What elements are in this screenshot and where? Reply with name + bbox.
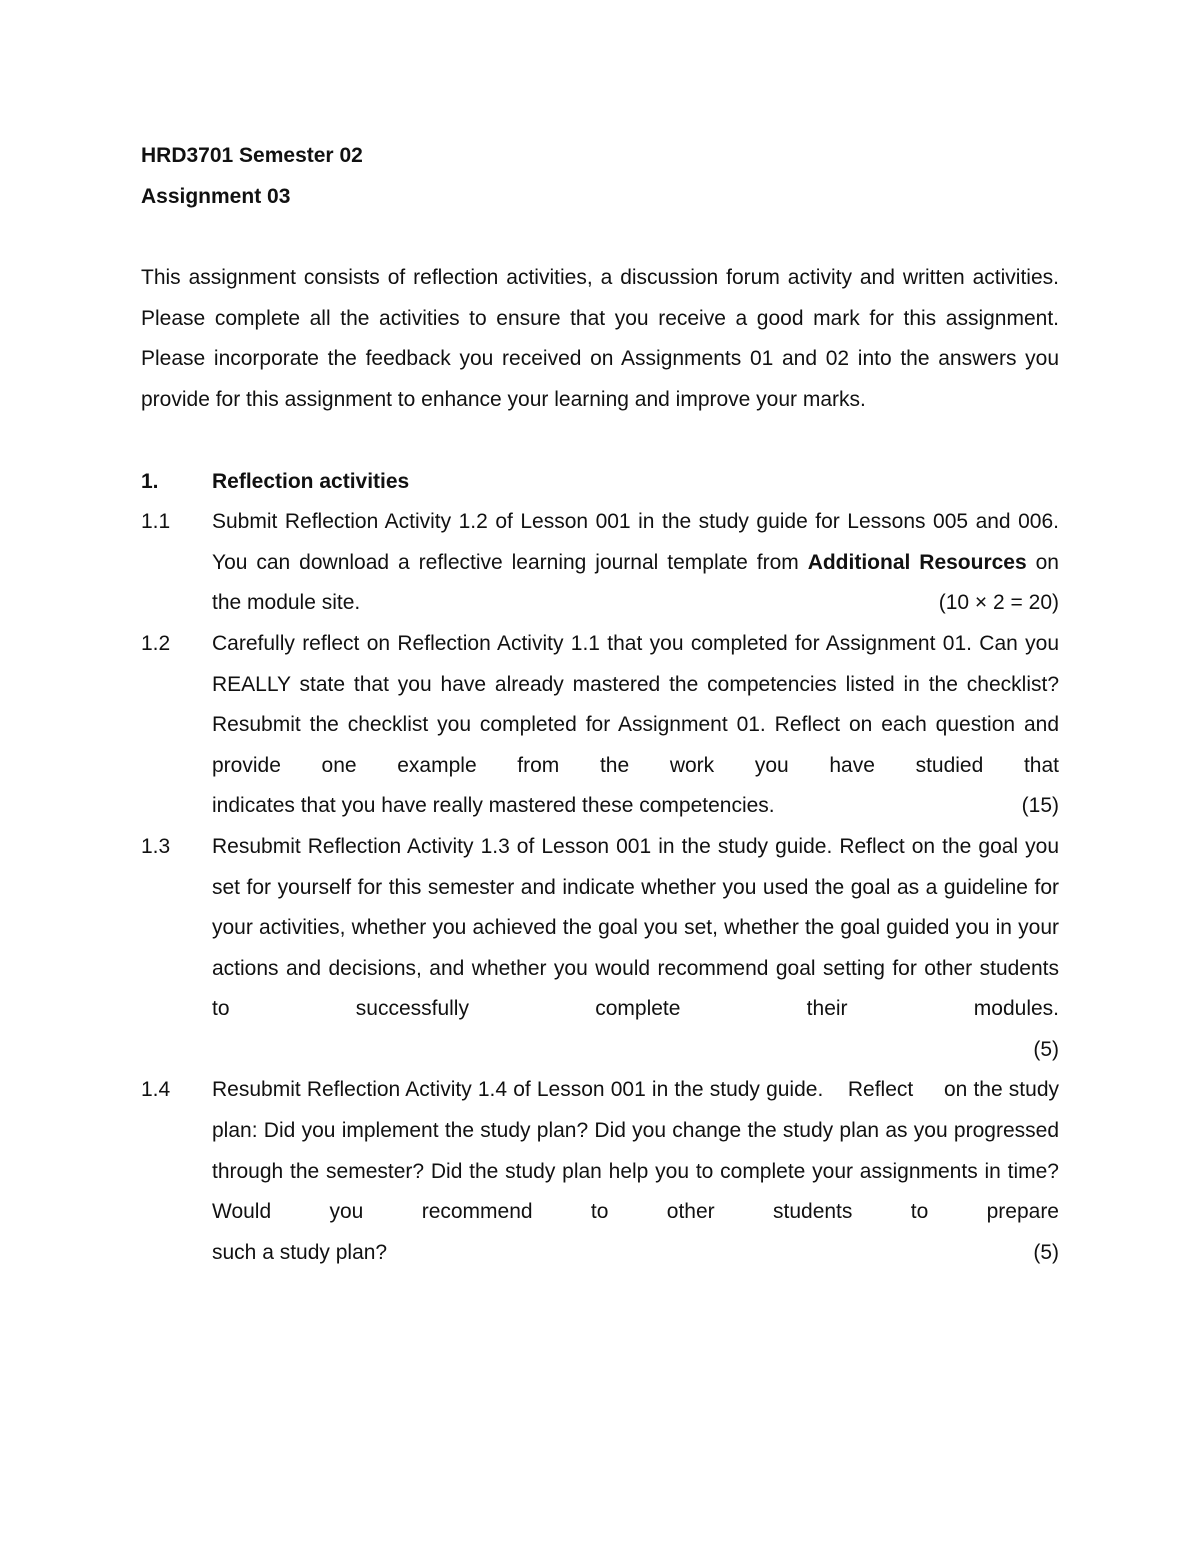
- question-last-line: [212, 786, 1059, 827]
- question-text: Carefully reflect on Reflection Activity 1.1 that you completed for Assignment 01. Can you REALLY state that you have already mastered the competencies listed in the checklist? Resubmit the checklist you completed for Assignment 01. Reflect on each question and provide one example from the work you have studied that: [212, 631, 1059, 777]
- question-mark: (10 × 2 = 20): [938, 591, 1059, 615]
- assignment-title: Assignment 03: [141, 184, 291, 208]
- additional-resources-label: Additional Resources: [807, 550, 1027, 574]
- question-number: 1.3: [141, 834, 171, 858]
- question-item-1-1: [141, 502, 1059, 624]
- question-text-end: indicates that you have really mastered these competencies.: [212, 794, 775, 818]
- question-body: [212, 502, 1059, 624]
- question-text: Resubmit Reflection Activity 1.4 of Lesson 001 in the study guide. Reflect on the study plan: Did you implement the study plan? Did you change the study plan as you progressed through the semester? Did the study plan help you to complete your assignments in time? Would you recommend to other students to prepare: [212, 1078, 1065, 1224]
- question-body: [212, 624, 1059, 827]
- document-page: [141, 136, 1065, 1273]
- question-text-end: such a study plan?: [212, 1240, 388, 1264]
- section-number: 1.: [141, 469, 159, 493]
- question-body: [212, 1070, 1065, 1273]
- question-number: 1.2: [141, 631, 171, 655]
- question-item-1-3: [141, 827, 1059, 1071]
- course-title: HRD3701 Semester 02: [141, 144, 363, 167]
- question-text-part: on the module site.: [212, 550, 1059, 615]
- question-item-1-4: [141, 1070, 1065, 1273]
- section-title: Reflection activities: [212, 469, 410, 493]
- intro-paragraph: This assignment consists of reflection activities, a discussion forum activity and written activities. Please complete all the activities to ensure that you receive a good mark for this assignment. Please incorporate the feedback you received on Assignments 01 and 02 into the answers you provide for this assignment to enhance your learning and improve your marks.: [141, 266, 1059, 411]
- section-heading: [141, 462, 1059, 503]
- question-number: 1.1: [141, 510, 171, 534]
- question-body: [212, 827, 1059, 1071]
- question-mark: (5): [1033, 1240, 1059, 1264]
- question-last-line: [212, 1233, 1059, 1274]
- question-mark: (15): [1021, 794, 1059, 818]
- question-item-1-2: [141, 624, 1059, 827]
- question-text-part: Submit Reflection Activity 1.2 of Lesson 001 in the study guide for Lessons 005 and 006. You can download a reflective learning journal template from: [212, 510, 1059, 574]
- question-text: Resubmit Reflection Activity 1.3 of Lesson 001 in the study guide. Reflect on the goal you set for yourself for this semester and indicate whether you used the goal as a guideline for your activities, whether you achieved the goal you set, whether the goal guided you in your actions and decisions, and whether you would recommend goal setting for other students to successfully complete their modules.: [212, 834, 1059, 1021]
- question-mark: (5): [1033, 1037, 1059, 1061]
- question-text: [212, 502, 1059, 624]
- question-number: 1.4: [141, 1078, 171, 1102]
